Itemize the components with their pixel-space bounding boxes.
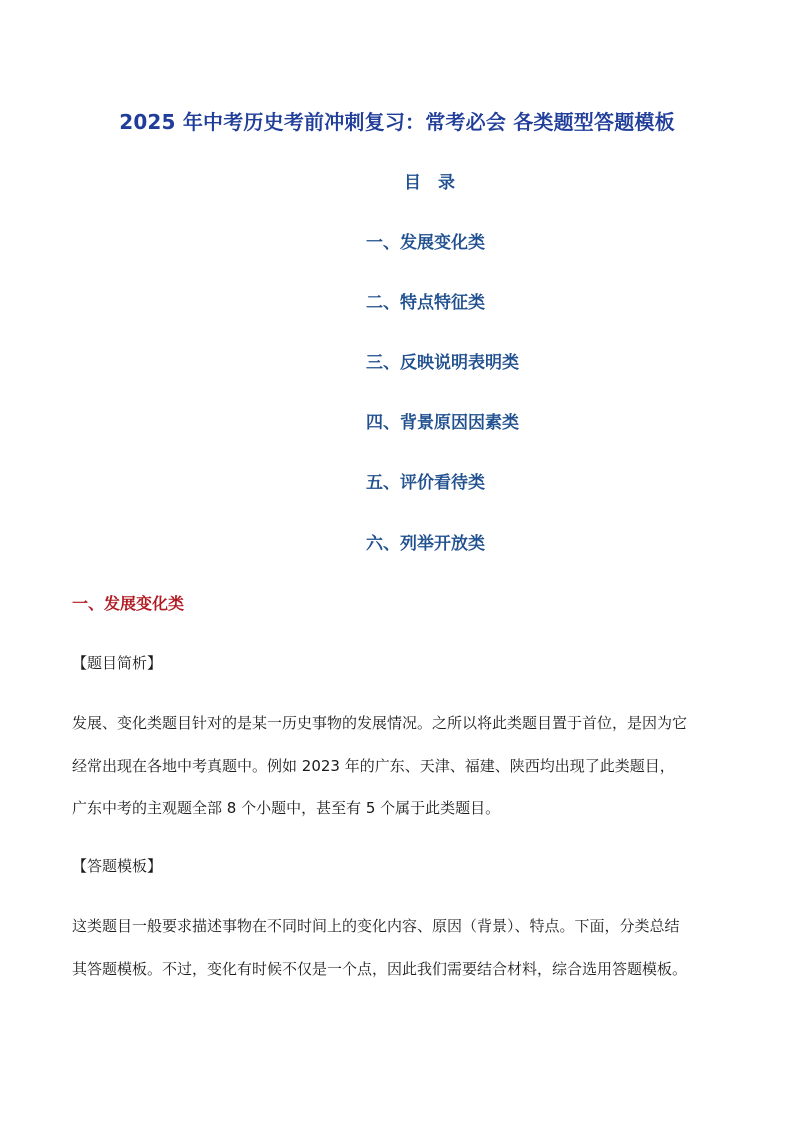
template-label: 【答题模板】 xyxy=(72,857,163,875)
toc-item[interactable]: 二、特点特征类 xyxy=(366,293,485,313)
analysis-line: 经常出现在各地中考真题中。例如 2023 年的广东、天津、福建、陕西均出现了此类题目， xyxy=(72,757,675,775)
toc-item[interactable]: 三、反映说明表明类 xyxy=(366,353,519,373)
toc-item[interactable]: 四、背景原因因素类 xyxy=(366,413,519,433)
section-heading: 一、发展变化类 xyxy=(72,594,185,613)
analysis-line: 发展、变化类题目针对的是某一历史事物的发展情况。之所以将此类题目置于首位，是因为它 xyxy=(72,714,688,732)
document-title: 2025 年中考历史考前冲刺复习：常考必会 各类题型答题模板 xyxy=(119,110,675,134)
toc-item[interactable]: 一、发展变化类 xyxy=(366,233,485,253)
toc-item[interactable]: 五、评价看待类 xyxy=(366,473,485,493)
analysis-label: 【题目简析】 xyxy=(72,654,163,672)
template-line: 其答题模板。不过，变化有时候不仅是一个点，因此我们需要结合材料，综合选用答题模板。 xyxy=(72,960,688,978)
template-line: 这类题目一般要求描述事物在不同时间上的变化内容、原因（背景）、特点。下面，分类总结 xyxy=(72,917,680,935)
analysis-line: 广东中考的主观题全部 8 个小题中，甚至有 5 个属于此类题目。 xyxy=(72,799,501,817)
toc-item[interactable]: 六、列举开放类 xyxy=(366,534,485,554)
toc-heading: 目 录 xyxy=(404,173,455,193)
